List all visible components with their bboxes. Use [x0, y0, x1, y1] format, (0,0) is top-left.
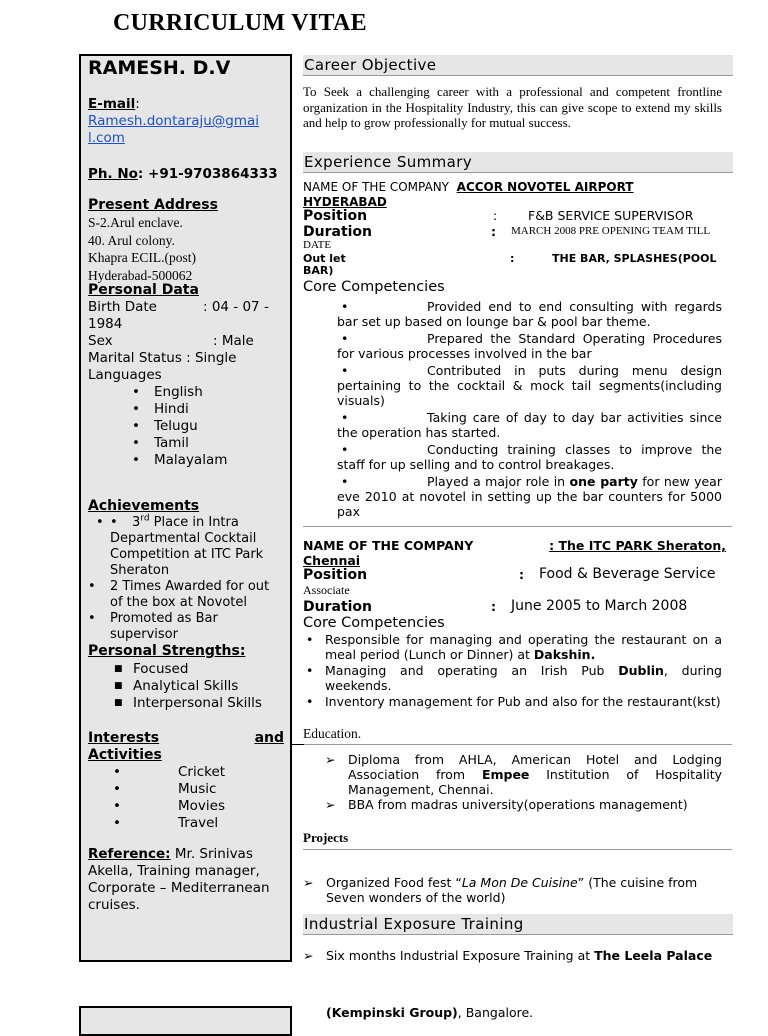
candidate-name: RAMESH. D.V: [88, 57, 231, 79]
personal-data-heading: Personal Data: [88, 282, 199, 298]
job1-points: [337, 299, 722, 519]
address-line: S-2.Arul enclave.: [88, 215, 183, 230]
job1-company: NAME OF THE COMPANY ACCOR NOVOTEL AIRPORT HYDERABAD: [303, 180, 634, 209]
language-item: • Malayalam: [132, 452, 284, 469]
cv-title: CURRICULUM VITAE: [113, 10, 367, 36]
reference-label: Reference:: [88, 846, 171, 862]
address-line: 40. Arul colony.: [88, 232, 175, 248]
achievements-heading: Achievements: [88, 498, 200, 514]
job1-position: Position : F&B SERVICE SUPERVISOR: [303, 208, 694, 224]
job1-point: • Played a major role in one party for new year eve 2010 at novotel in setting up the bar counters for 5000 pax: [337, 474, 722, 519]
job2-position: Position : Food & Beverage Service Associate: [303, 566, 716, 597]
project-item: ➢ Organized Food fest “La Mon De Cuisine” (The cuisine from Seven wonders of the world): [303, 875, 698, 905]
birth-value: : 04 - 07 -: [203, 299, 269, 315]
job2-duration: Duration : June 2005 to March 2008: [303, 598, 688, 615]
job1-core-heading: Core Competencies: [303, 279, 445, 295]
email-label: E-mail: [88, 96, 136, 112]
education-heading: Education.: [303, 725, 732, 745]
job1-point: • Taking care of day to day bar activities since the operation has started.: [337, 410, 722, 440]
sex-row: [88, 333, 284, 350]
phone-value: : +91-9703864333: [137, 166, 278, 182]
education-item: ➢ BBA from madras university(operations management): [325, 797, 688, 812]
separator-line: [292, 744, 304, 745]
interests-list: [88, 764, 284, 832]
languages-label: Languages: [88, 367, 162, 383]
job2-point: • Inventory management for Pub and also for the restaurant(kst): [306, 694, 721, 709]
industrial-exposure-continued: (Kempinski Group), Bangalore.: [326, 1005, 534, 1020]
languages-list: [132, 384, 284, 469]
job1-point: • Contributed in puts during menu design pertaining to the cocktail & mock tail segments(including visuals): [337, 363, 722, 408]
interest-item: • Travel: [113, 815, 219, 831]
language-item: • Telugu: [132, 418, 284, 435]
career-objective-text: To Seek a challenging career with a professional and competent frontline organization in the Hospitality Industry, this can give scope to extend my skills and help to grow professionally for mutual success.: [303, 84, 722, 130]
email-block: [88, 96, 284, 147]
birth-label: Birth Date: [88, 299, 157, 315]
strength-item: ■ Focused: [114, 661, 189, 677]
sex-label: Sex: [88, 333, 113, 349]
left-panel-continuation: [79, 1006, 292, 1036]
job1-point: • Conducting training classes to improve the staff for up selling and to control breakages.: [337, 442, 722, 472]
job1-point: • Prepared the Standard Operating Procedures for various processes involved in the bar: [337, 331, 722, 361]
email-link-line1[interactable]: Ramesh.dontaraju@gmai: [88, 113, 260, 129]
strengths-heading: Personal Strengths:: [88, 643, 246, 659]
language-item: • Tamil: [132, 435, 284, 452]
job2-points: [303, 632, 722, 709]
career-objective-heading: Career Objective: [303, 55, 733, 76]
phone-line: [88, 166, 284, 183]
experience-summary-heading: Experience Summary: [303, 152, 733, 173]
section-divider: [303, 526, 732, 527]
job1-outlet: Out let : THE BAR, SPLASHES(POOL BAR): [303, 252, 717, 277]
interests-heading: Interests and Activities: [88, 730, 284, 763]
phone-label: Ph. No: [88, 166, 138, 182]
job1-duration: Duration : MARCH 2008 PRE OPENING TEAM TILL DATE: [303, 224, 711, 251]
education-list: [325, 752, 722, 812]
interest-item: • Movies: [113, 798, 225, 814]
achievement-item: • 2 Times Awarded for out of the box at Novotel: [88, 579, 270, 610]
birth-row: [88, 299, 284, 316]
sex-value: : Male: [213, 333, 254, 349]
job2-point: • Responsible for managing and operating the restaurant on a meal period (Lunch or Dinner) at Dakshin.: [306, 632, 722, 662]
job2-point: • Managing and operating an Irish Pub Dublin, during weekends.: [306, 663, 722, 693]
address-line: Hyderabad-500062: [88, 267, 193, 283]
strength-item: ■ Interpersonal Skills: [114, 695, 262, 711]
strength-item: ■ Analytical Skills: [114, 678, 239, 694]
marital-status: Marital Status : Single: [88, 350, 237, 366]
personal-data: [88, 299, 284, 469]
reference-text: Mr. Srinivas Akella, Training manager, Corporate – Mediterranean cruises.: [88, 846, 270, 913]
email-colon: :: [135, 96, 140, 112]
strengths-list: [88, 661, 284, 712]
achievement-item: • • 3rd Place in Intra Departmental Cocktail Competition at ITC Park Sheraton: [88, 515, 284, 579]
reference-block: [88, 846, 284, 914]
achievements-list: [88, 515, 284, 643]
interest-item: • Cricket: [113, 764, 226, 780]
address-lines: [88, 214, 284, 284]
job2-core-heading: Core Competencies: [303, 615, 445, 631]
education-item: ➢ Diploma from AHLA, American Hotel and Lodging Association from Empee Institution of Hospitality Management, Chennai.: [325, 752, 722, 797]
industrial-exposure-item: ➢ Six months Industrial Exposure Training at The Leela Palace: [303, 948, 713, 963]
address-heading: Present Address: [88, 197, 218, 213]
job1-point: • Provided end to end consulting with regards bar set up based on lounge bar & pool bar theme.: [337, 299, 722, 329]
achievement-item: • Promoted as Bar supervisor: [88, 611, 218, 642]
language-item: • Hindi: [132, 401, 284, 418]
interest-item: • Music: [113, 781, 217, 797]
address-line: Khapra ECIL.(post): [88, 250, 196, 265]
email-link-line2[interactable]: l.com: [88, 130, 125, 146]
job2-company: NAME OF THE COMPANY : The ITC PARK Sheraton, Chennai: [303, 538, 726, 568]
projects-heading: Projects: [303, 829, 732, 850]
birth-year: 1984: [88, 316, 123, 332]
industrial-exposure-heading: Industrial Exposure Training: [303, 914, 733, 935]
language-item: • English: [132, 384, 284, 401]
